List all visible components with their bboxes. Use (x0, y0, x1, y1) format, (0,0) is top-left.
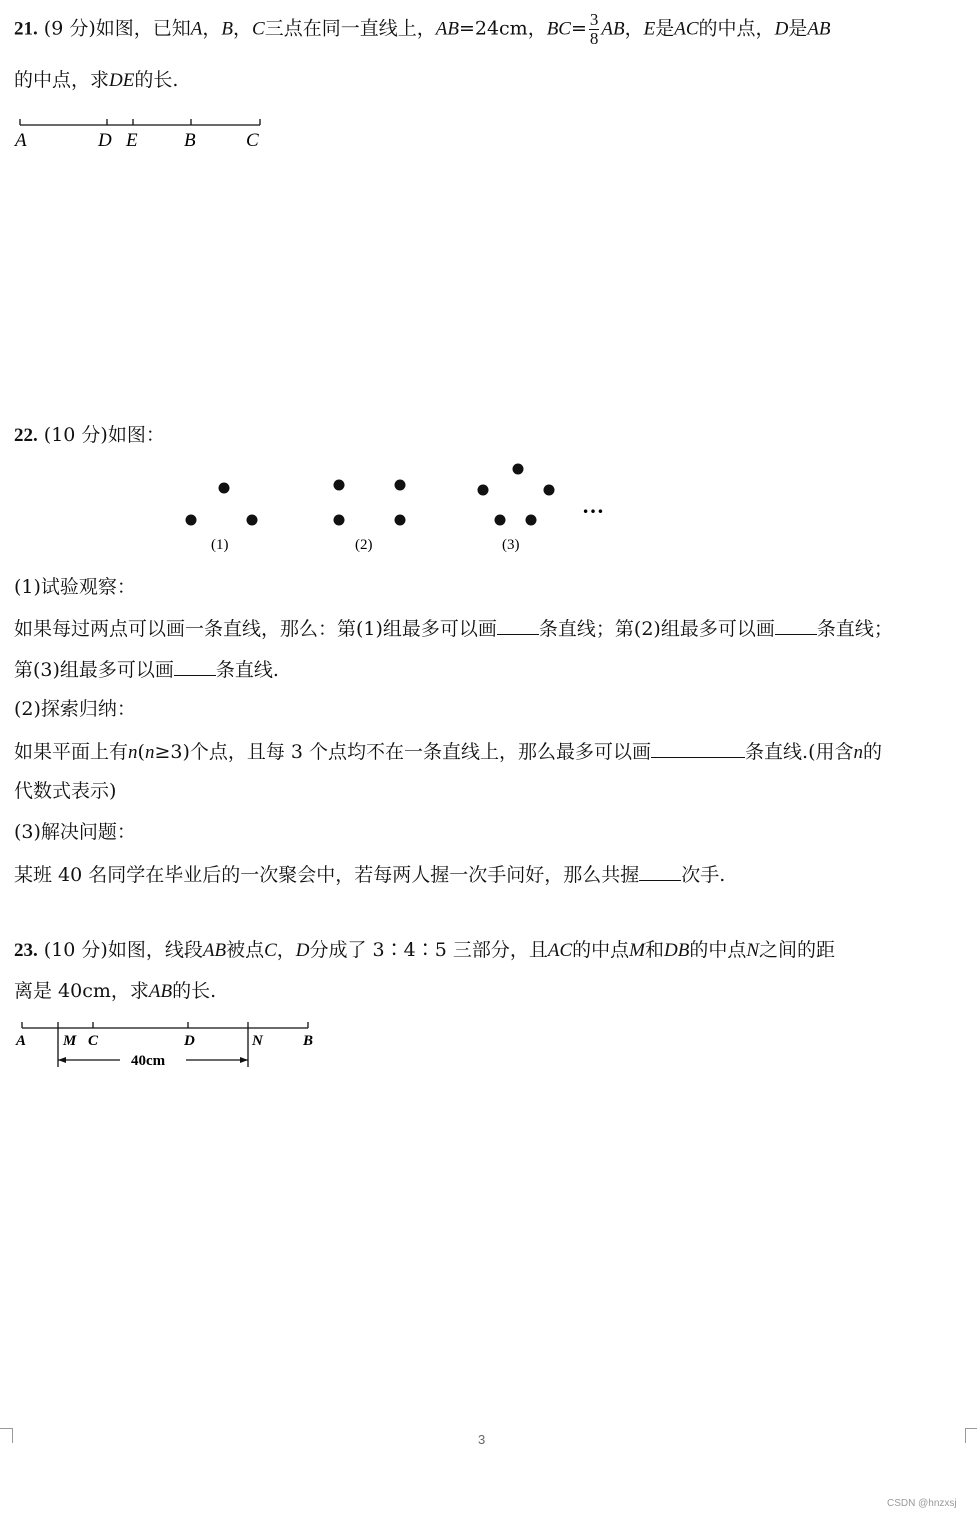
g2-point (334, 480, 345, 491)
answer-blank-2[interactable] (775, 614, 817, 635)
q22-points-figure (170, 455, 640, 560)
g3-point (544, 485, 555, 496)
label-b: B (303, 1033, 314, 1049)
group-label-2: (2) (355, 537, 373, 553)
label-m: M (63, 1033, 77, 1049)
label-a: A (16, 1033, 27, 1049)
label-d: D (184, 1033, 195, 1049)
label-c: C (88, 1033, 99, 1049)
q23-line2: 离是 40cm，求AB的长. (14, 980, 217, 1002)
q21-line2: 的中点，求DE的长. (14, 69, 179, 91)
g3-point (478, 485, 489, 496)
label-d: D (98, 130, 112, 151)
g1-point (247, 515, 258, 526)
q23-line1: 23. (10 分)如图，线段AB被点C，D分成了 3∶4∶5 三部分，且AC的中点M和DB的中点N之间的距 (14, 939, 836, 961)
q22-part2-line2: 代数式表示) (14, 780, 117, 802)
watermark: CSDN @hnzxsj (887, 1498, 957, 1509)
q22-part1-title: (1)试验观察： (14, 576, 136, 598)
label-c: C (246, 130, 259, 151)
answer-blank-4[interactable] (651, 737, 745, 758)
label-n: N (252, 1033, 263, 1049)
g2-point (395, 480, 406, 491)
q23-number: 23. (14, 940, 38, 961)
g3-point (526, 515, 537, 526)
g2-point (334, 515, 345, 526)
label-a: A (15, 130, 27, 151)
answer-blank-1[interactable] (497, 614, 539, 635)
label-b: B (184, 130, 196, 151)
page-number: 3 (478, 1432, 486, 1447)
q22-part3-line1: 某班 40 名同学在毕业后的一次聚会中，若每两人握一次手问好，那么共握 次手. (14, 860, 725, 888)
q22-part1-line1: 如果每过两点可以画一条直线，那么：第(1)组最多可以画 条直线；第(2)组最多可以画 条直线； (14, 614, 893, 642)
g2-point (395, 515, 406, 526)
measure-label: 40cm (131, 1053, 166, 1069)
page-corner-mark-left (0, 1428, 13, 1443)
answer-blank-5[interactable] (639, 860, 681, 881)
q21-number: 21. (14, 18, 38, 40)
q21-line1: 21. (9 分)如图，已知A，B，C三点在同一直线上，AB=24cm，BC= $\frac{3}{8}$ AB，E是AC的中点，D是AB (14, 10, 831, 48)
fraction-3-8: $\frac{3}{8}$ (589, 10, 599, 48)
g3-point (513, 464, 524, 475)
arrow-left-icon (58, 1057, 66, 1063)
group-label-3: (3) (502, 537, 520, 553)
group-label-1: (1) (211, 537, 229, 553)
q21-segment-figure (10, 112, 270, 152)
q22-part1-line2: 第(3)组最多可以画 条直线. (14, 655, 279, 683)
q22-heading: 22. (10 分)如图： (14, 424, 165, 446)
q23-segment-figure (10, 1015, 330, 1075)
page-corner-mark-right (965, 1428, 977, 1443)
answer-blank-3[interactable] (174, 655, 216, 676)
q22-number: 22. (14, 425, 38, 446)
q22-part3-title: (3)解决问题： (14, 821, 136, 843)
g3-point (495, 515, 506, 526)
arrow-right-icon (240, 1057, 248, 1063)
q22-part2-line1: 如果平面上有n(n≥3)个点，且每 3 个点均不在一条直线上，那么最多可以画 条直线.(用含n的 (14, 737, 882, 766)
g1-point (219, 483, 230, 494)
label-e: E (126, 130, 138, 151)
ellipsis: … (582, 493, 604, 518)
g1-point (186, 515, 197, 526)
q22-part2-title: (2)探索归纳： (14, 698, 136, 720)
